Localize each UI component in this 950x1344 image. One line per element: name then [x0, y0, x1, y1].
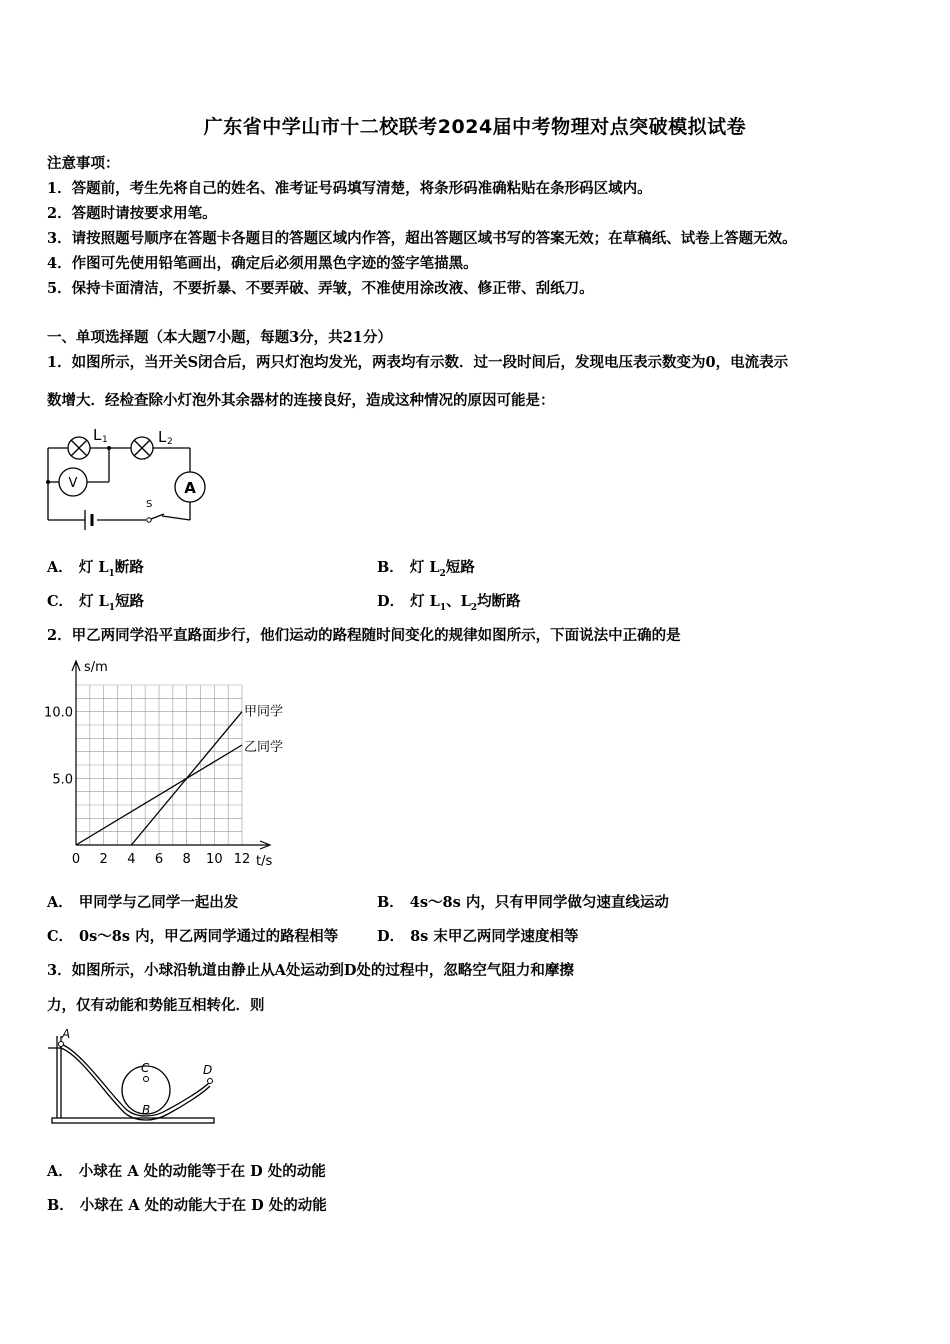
q1-option-b [377, 556, 475, 579]
notice-item: 5．保持卡面清洁，不要折暴、不要弄破、弄皱，不准使用涂改液、修正带、刮纸刀。 [47, 280, 594, 297]
x-axis-label: t/s [256, 854, 273, 869]
point-d-label: D [203, 1063, 213, 1077]
q1-option-d [377, 590, 521, 613]
notice-item: 3．请按照题号顺序在答题卡各题目的答题区域内作答，超出答题区域书写的答案无效；在草稿纸、试卷上答题无效。 [47, 230, 797, 247]
x-tick-label: 4 [127, 852, 136, 867]
q3-option-b [47, 1194, 327, 1215]
l2-sub: 2 [167, 437, 173, 447]
switch-icon [147, 514, 164, 522]
lamp-l2-icon [131, 437, 153, 459]
option-letter: C． [47, 928, 74, 945]
option-letter: B． [377, 559, 404, 576]
option-text: 小球在 A 处的动能大于在 D 处的动能 [79, 1197, 327, 1214]
x-tick-label: 8 [182, 852, 191, 867]
option-text: 断路 [114, 559, 144, 576]
option-sub: 1 [108, 602, 116, 613]
point-b-label: B [142, 1103, 151, 1117]
notice-heading: 注意事项： [47, 155, 120, 172]
q2-stem: 2．甲乙两同学沿平直路面步行，他们运动的路程随时间变化的规律如图所示，下面说法中正确的是 [47, 627, 681, 644]
option-text: 灯 L [409, 559, 440, 576]
q2-option-d [377, 925, 578, 946]
option-letter: D． [377, 928, 405, 945]
x-tick-label: 10 [206, 852, 223, 867]
option-text: 甲同学与乙同学一起出发 [78, 894, 239, 911]
q3-stem-line2: 力，仅有动能和势能互相转化．则 [47, 997, 265, 1014]
option-text: 4s～8s 内，只有甲同学做匀速直线运动 [409, 894, 669, 911]
point-c-label: C [141, 1061, 150, 1075]
option-letter: A． [47, 1163, 73, 1180]
q1-option-a [47, 556, 144, 579]
option-text: 均断路 [477, 593, 521, 610]
q3-track-diagram [42, 1022, 222, 1132]
option-text: 短路 [115, 593, 145, 610]
q2-distance-time-chart [38, 655, 298, 870]
l2-label: L [158, 428, 167, 446]
x-tick-label: 0 [71, 852, 81, 867]
option-letter: A． [47, 559, 73, 576]
q3-option-a [47, 1160, 326, 1181]
q1-stem-line1: 1．如图所示，当开关S闭合后，两只灯泡均发光，两表均有示数．过一段时间后，发现电压表示数变为0，电流表示 [47, 354, 789, 371]
option-letter: A． [47, 894, 73, 911]
option-letter: D． [377, 593, 405, 610]
lamp-l1-icon [68, 437, 90, 459]
option-text: 小球在 A 处的动能等于在 D 处的动能 [78, 1163, 326, 1180]
option-text: 短路 [445, 559, 475, 576]
x-tick-label: 2 [99, 852, 108, 867]
notice-item: 4．作图可先使用铅笔画出，确定后必须用黑色字迹的签字笔描黑。 [47, 255, 478, 272]
option-sub: 1 [439, 602, 447, 613]
notice-item: 1．答题前，考生先将自己的姓名、准考证号码填写清楚，将条形码准确粘贴在条形码区域内。 [47, 180, 652, 197]
y-tick-label: 5.0 [52, 772, 73, 788]
option-letter: C． [47, 593, 74, 610]
switch-label: S [146, 499, 153, 510]
option-letter: B． [377, 894, 404, 911]
page-title: 广东省中学山市十二校联考2024届中考物理对点突破模拟试卷 [203, 116, 747, 138]
q3-stem-line1: 3．如图所示，小球沿轨道由静止从A处运动到D处的过程中，忽略空气阻力和摩擦 [47, 962, 574, 979]
option-text: 0s～8s 内，甲乙两同学通过的路程相等 [79, 928, 339, 945]
q2-option-a [47, 891, 238, 912]
battery-icon [85, 510, 92, 530]
option-text: 灯 L [410, 593, 440, 610]
option-letter: B． [47, 1197, 74, 1214]
l1-label: L [93, 426, 102, 444]
notice-item: 2．答题时请按要求用笔。 [47, 205, 217, 222]
section-heading: 一、单项选择题（本大题7小题，每题3分，共21分） [47, 329, 392, 346]
option-sub: 1 [108, 568, 115, 579]
ammeter-label: A [184, 479, 196, 497]
option-text: 8s 末甲乙两同学速度相等 [410, 928, 579, 945]
voltmeter-label: V [68, 476, 78, 491]
series-label: 甲同学 [244, 704, 284, 720]
y-tick-label: 10.0 [44, 705, 73, 721]
option-text: 灯 L [79, 593, 109, 610]
point-a-label: A [62, 1027, 71, 1041]
option-sub: 2 [470, 602, 478, 613]
option-text: 灯 L [78, 559, 109, 576]
series-label: 乙同学 [244, 740, 284, 755]
q2-option-b [377, 891, 669, 912]
q1-circuit-diagram [40, 420, 215, 530]
x-tick-label: 6 [154, 852, 164, 867]
q1-option-c [47, 590, 144, 613]
q1-stem-line2: 数增大．经检查除小灯泡外其余器材的连接良好，造成这种情况的原因可能是： [47, 392, 555, 409]
y-axis-label: s/m [84, 660, 108, 675]
option-sub: 2 [439, 568, 446, 579]
l1-sub: 1 [102, 435, 108, 445]
option-text: 、L [446, 593, 471, 610]
x-tick-label: 12 [233, 852, 251, 867]
q2-option-c [47, 925, 338, 946]
